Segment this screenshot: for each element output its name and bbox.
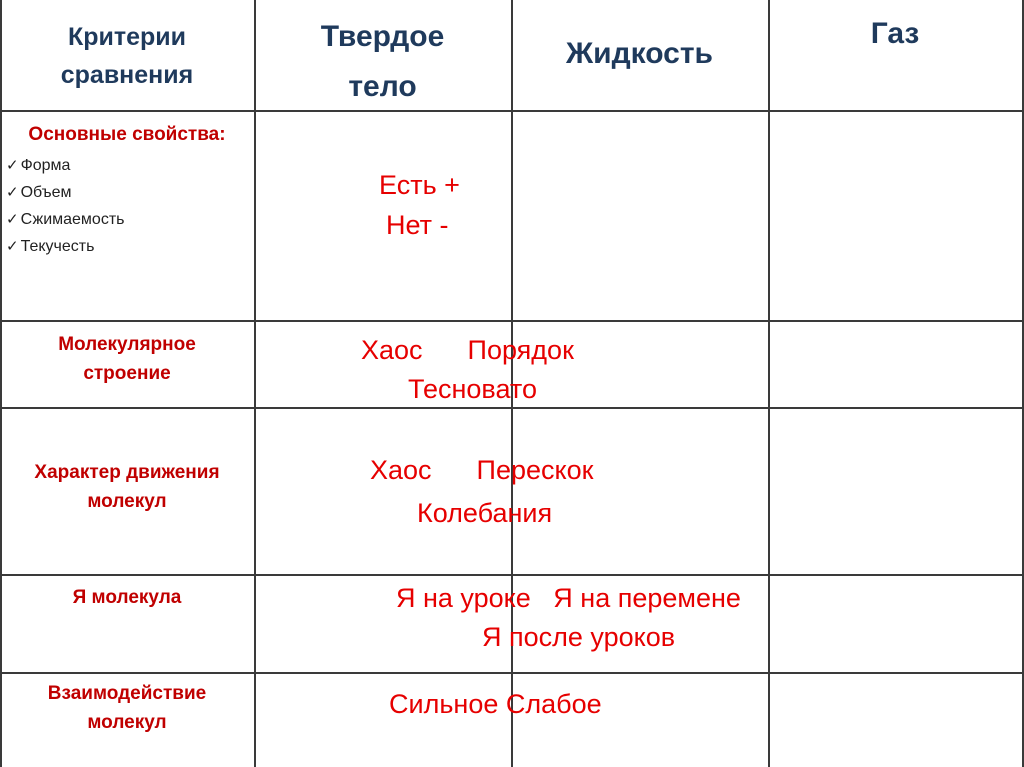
answer-interaction: Сильное Слабое	[389, 689, 602, 719]
criteria-molecule-interaction	[0, 679, 254, 738]
answer-motion-line1: Хаос Перескок	[370, 455, 594, 485]
row-divider	[0, 320, 1024, 322]
header-liquid: Жидкость	[566, 37, 713, 70]
header-solid-line2: тело	[348, 70, 417, 103]
criteria-structure-line1: Молекулярное	[58, 334, 196, 355]
row-divider	[0, 672, 1024, 674]
criteria-basic-properties-title: Основные свойства:	[28, 124, 226, 145]
row-divider	[0, 110, 1024, 112]
criteria-structure-line2: строение	[83, 363, 171, 385]
header-criteria-line1: Критерии	[67, 23, 187, 51]
header-criteria	[0, 18, 254, 94]
criteria-interaction-line2: молекул	[87, 712, 167, 734]
header-solid	[254, 12, 511, 112]
criteria-interaction-line1: Взаимодействие	[47, 683, 207, 704]
answer-structure-line1: Хаос Порядок	[361, 335, 574, 365]
answer-motion-line2: Колебания	[417, 498, 553, 528]
header-gas: Газ	[870, 17, 920, 50]
basic-properties-list	[6, 152, 124, 260]
header-criteria-line2: сравнения	[60, 61, 194, 89]
answer-basic-line1: Есть +	[379, 170, 460, 200]
answer-basic-line2: Нет -	[386, 210, 449, 240]
answer-structure-line2: Тесновато	[408, 374, 537, 404]
criteria-motion-line2: молекул	[87, 491, 167, 513]
criteria-i-am-molecule: Я молекула	[72, 587, 182, 608]
answer-molecule-line1: Я на уроке Я на перемене	[396, 583, 741, 613]
list-item: ✓ Сжимаемость	[6, 206, 124, 233]
row-divider	[0, 574, 1024, 576]
list-item: ✓ Форма	[6, 152, 124, 179]
column-divider	[768, 0, 770, 767]
header-solid-line1: Твердое	[320, 20, 445, 53]
criteria-molecular-structure	[0, 330, 254, 389]
criteria-motion-line1: Характер движения	[34, 462, 220, 483]
column-divider	[254, 0, 256, 767]
answer-molecule-line2: Я после уроков	[482, 622, 676, 652]
criteria-motion-character	[0, 458, 254, 517]
list-item: ✓ Текучесть	[6, 233, 124, 260]
list-item: ✓ Объем	[6, 179, 124, 206]
